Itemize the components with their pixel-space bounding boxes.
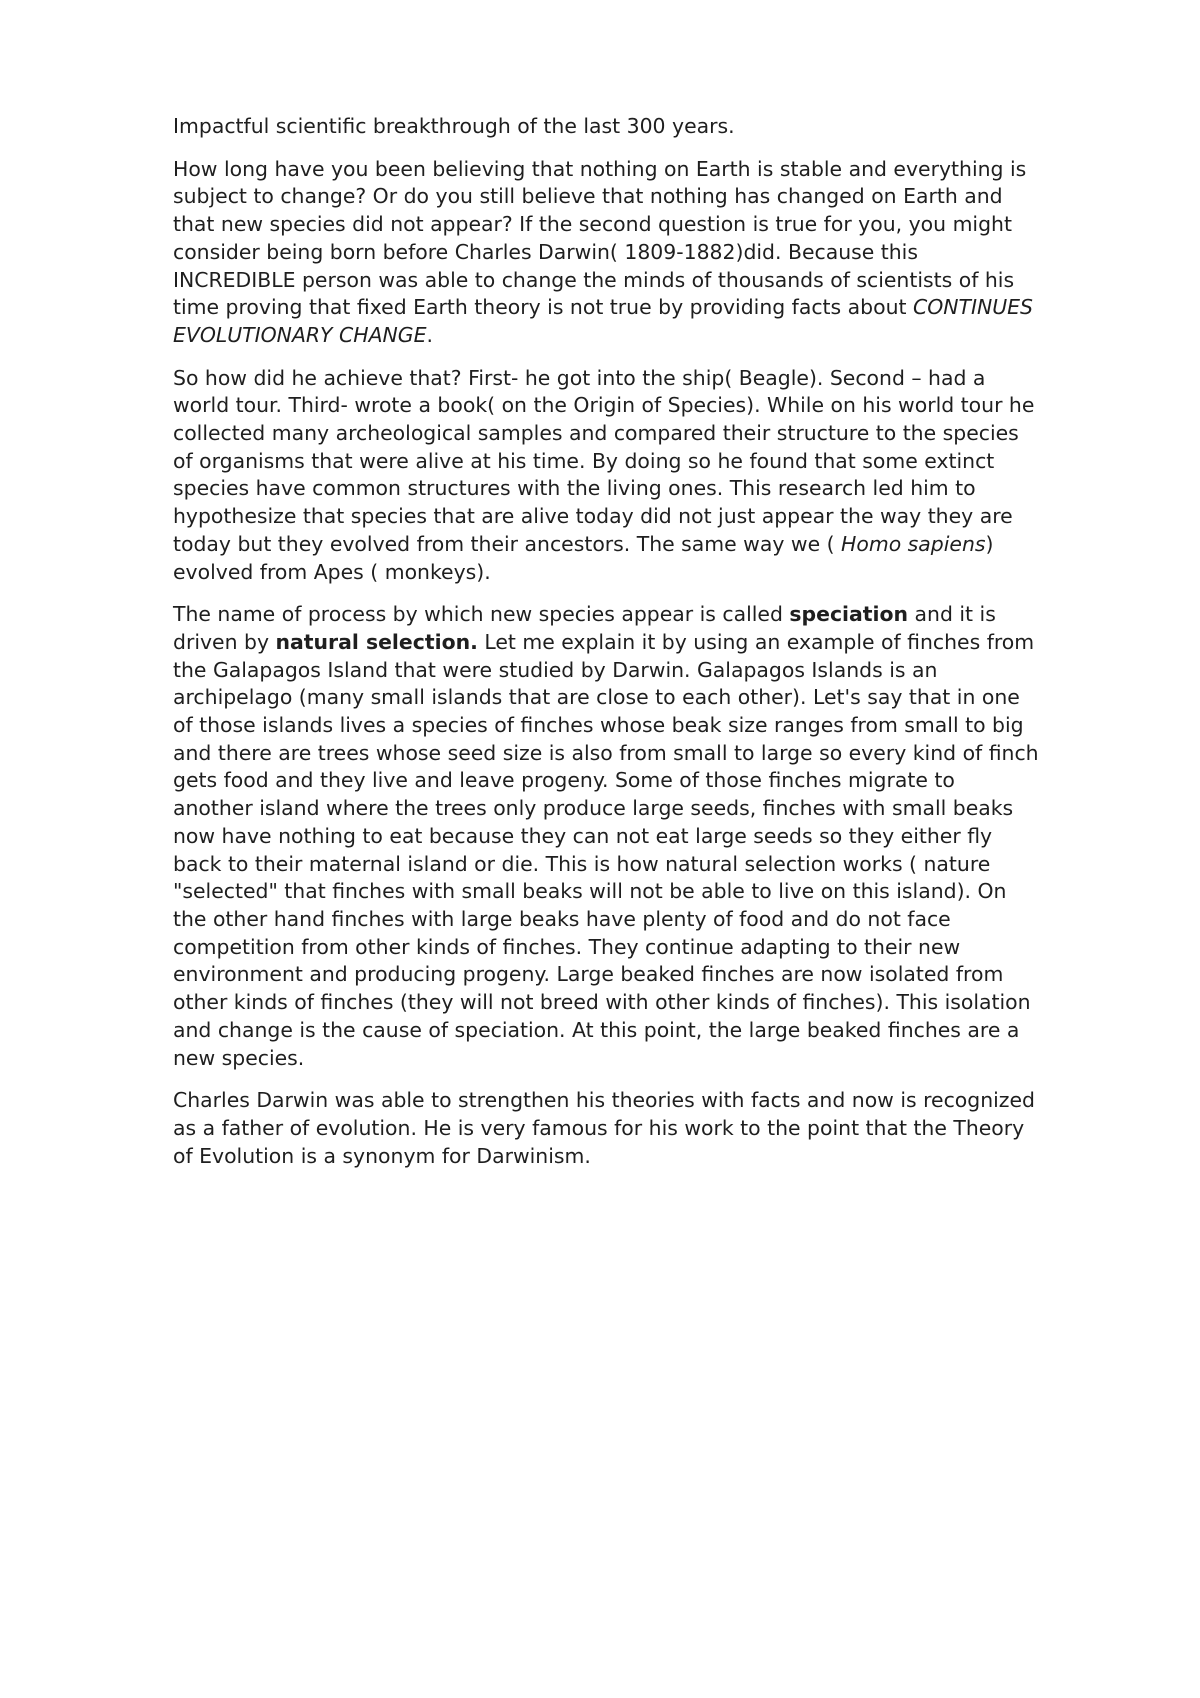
paragraph-speciation-b: and it is driven by bbox=[173, 602, 996, 654]
paragraph-voyage-end: ) evolved from Apes ( monkeys). bbox=[173, 531, 994, 584]
paragraph-intro bbox=[173, 156, 1133, 350]
document-title: Impactful scientific breakthrough of the last 300 years. bbox=[173, 114, 735, 138]
paragraph-intro-end: . bbox=[426, 322, 433, 347]
paragraph-speciation bbox=[173, 601, 1133, 1072]
term-natural-selection: natural selection. bbox=[275, 629, 478, 654]
paragraph-intro-italic: CONTINUES EVOLUTIONARY CHANGE bbox=[173, 295, 1033, 347]
term-speciation: speciation bbox=[789, 602, 909, 627]
paragraph-voyage-italic: Homo sapiens bbox=[841, 531, 986, 556]
paragraph-voyage bbox=[173, 365, 1133, 587]
paragraph-speciation-c: Let me explain it by using an example of finches from the Galapagos Island that were studied by Darwin. Galapagos Islands is an archipelago (many small islands that are close to each other). Let's say that in one of those islands lives a species of finches whose beak size ranges from small to big and there are trees whose seed size is also from small to large so every kind of finch gets food and they live and leave progeny. Some of those finches migrate to another island where the trees only produce large seeds, finches with small beaks now have nothing to eat because they can not eat large seeds so they either fly back to their maternal island or die. This is how natural selection works ( nature "selected" that finches with small beaks will not be able to live on this island). On the other hand finches with large beaks have plenty of food and do not face competition from other kinds of finches. They continue adapting to their new environment and producing progeny. Large beaked finches are now isolated from other kinds of finches (they will not breed with other kinds of finches). This isolation and change is the cause of speciation. At this point, the large beaked finches are a new species. bbox=[173, 629, 1039, 1070]
paragraph-voyage-text: So how did he achieve that? First- he got into the ship( Beagle). Second – had a world tour. Third- wrote a book( on the Origin of Species). While on his world tour he collected many archeological samples and compared their structure to the species of organisms that were alive at his time. By doing so he found that some extinct species have common structures with the living ones. This research led him to hypothesize that species that are alive today did not just appear the way they are today but they evolved from their ancestors. The same way we ( bbox=[173, 365, 1035, 556]
paragraph-speciation-a: The name of process by which new species appear is called bbox=[173, 602, 790, 627]
paragraph-intro-text: How long have you been believing that nothing on Earth is stable and everything is subject to change? Or do you still believe that nothing has changed on Earth and that new species did not appear? If the second question is true for you, you might consider being born before Charles Darwin( 1809-1882)did. Because this INCREDIBLE person was able to change the minds of thousands of scientists of his time proving that fixed Earth theory is not true by providing facts about bbox=[173, 156, 1027, 320]
document-body bbox=[173, 113, 1133, 1185]
paragraph-conclusion: Charles Darwin was able to strengthen his theories with facts and now is recognized as a father of evolution. He is very famous for his work to the point that the Theory of Evolution is a synonym for Darwinism. bbox=[173, 1088, 1035, 1168]
